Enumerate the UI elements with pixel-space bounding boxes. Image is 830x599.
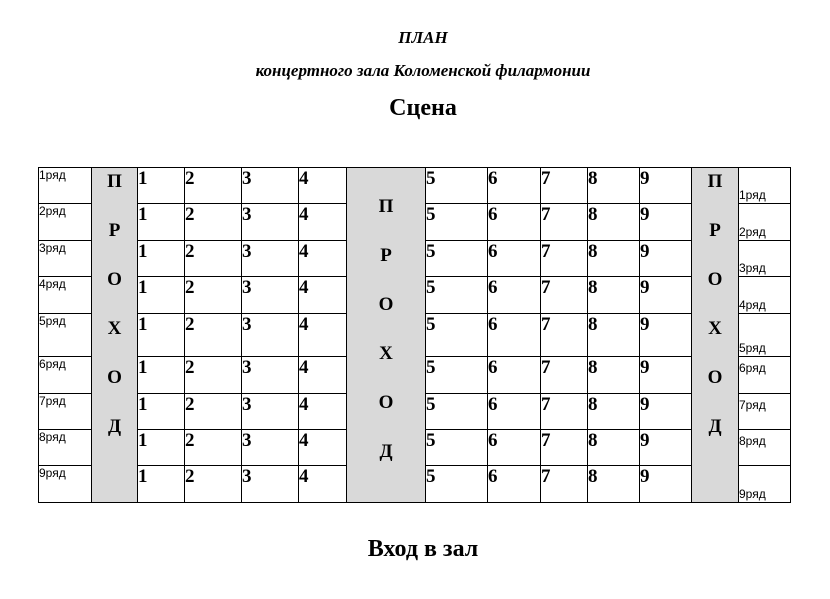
seat: 1 — [138, 357, 185, 394]
seat: 7 — [541, 394, 588, 430]
seat: 2 — [185, 277, 242, 314]
seat: 1 — [138, 430, 185, 466]
seat: 1 — [138, 204, 185, 241]
row-label-right: 6ряд — [739, 357, 791, 394]
aisle-letter: Д — [107, 416, 122, 437]
seat: 3 — [242, 394, 299, 430]
seat: 6 — [488, 314, 541, 357]
seat: 2 — [185, 466, 242, 503]
seat: 6 — [488, 357, 541, 394]
seat: 7 — [541, 466, 588, 503]
row-label-left: 6ряд — [39, 357, 92, 394]
seat: 9 — [640, 314, 692, 357]
seat: 2 — [185, 357, 242, 394]
aisle-letter: Р — [709, 220, 721, 241]
seat: 6 — [488, 466, 541, 503]
seat: 4 — [299, 277, 347, 314]
row-label-left: 1ряд — [39, 168, 92, 204]
seat: 6 — [488, 277, 541, 314]
seat: 4 — [299, 204, 347, 241]
seat: 1 — [138, 314, 185, 357]
row-label-right: 9ряд — [739, 466, 791, 503]
seat: 4 — [299, 314, 347, 357]
seat: 4 — [299, 168, 347, 204]
aisle-letter: Р — [108, 220, 121, 241]
aisle-letter: О — [378, 294, 394, 315]
aisle-letter: О — [378, 392, 394, 413]
seat: 4 — [299, 466, 347, 503]
row-label-right: 5ряд — [739, 314, 791, 357]
seat: 3 — [242, 466, 299, 503]
aisle-letter: Д — [708, 416, 722, 437]
seat: 5 — [426, 357, 488, 394]
seat: 6 — [488, 168, 541, 204]
seat: 1 — [138, 168, 185, 204]
seat: 6 — [488, 241, 541, 277]
aisle-letter: Р — [380, 245, 392, 266]
seat: 9 — [640, 241, 692, 277]
aisle-letter: О — [707, 367, 723, 388]
seat: 5 — [426, 204, 488, 241]
seat: 5 — [426, 430, 488, 466]
seat: 3 — [242, 277, 299, 314]
plan-subtitle: концертного зала Коломенской филармонии — [255, 61, 591, 80]
row-label-right: 1ряд — [739, 168, 791, 204]
seat: 7 — [541, 314, 588, 357]
seat: 9 — [640, 357, 692, 394]
row-label-right: 3ряд — [739, 241, 791, 277]
seat: 6 — [488, 394, 541, 430]
seat: 7 — [541, 357, 588, 394]
row-label-right: 2ряд — [739, 204, 791, 241]
seat: 7 — [541, 430, 588, 466]
seat: 4 — [299, 430, 347, 466]
row-label-left: 3ряд — [39, 241, 92, 277]
aisle-letter: Д — [379, 441, 393, 462]
row-label-left: 7ряд — [39, 394, 92, 430]
aisle-letter: П — [107, 171, 122, 192]
seat: 9 — [640, 277, 692, 314]
seat: 6 — [488, 430, 541, 466]
seat: 3 — [242, 430, 299, 466]
seat: 5 — [426, 168, 488, 204]
seat: 1 — [138, 394, 185, 430]
aisle-letter: П — [378, 196, 394, 217]
row-label-left: 5ряд — [39, 314, 92, 357]
seat: 9 — [640, 394, 692, 430]
seat: 7 — [541, 241, 588, 277]
seat: 5 — [426, 314, 488, 357]
seat: 3 — [242, 357, 299, 394]
seat: 1 — [138, 241, 185, 277]
seat: 3 — [242, 168, 299, 204]
seat: 8 — [588, 204, 640, 241]
seat: 5 — [426, 394, 488, 430]
aisle-letter: О — [707, 269, 723, 290]
seat-row — [39, 168, 791, 204]
seat: 8 — [588, 314, 640, 357]
entrance-label: Вход в зал — [367, 536, 479, 562]
seat: 8 — [588, 466, 640, 503]
row-label-left: 9ряд — [39, 466, 92, 503]
row-label-left: 4ряд — [39, 277, 92, 314]
seat: 2 — [185, 204, 242, 241]
row-label-left: 2ряд — [39, 204, 92, 241]
seat: 2 — [185, 241, 242, 277]
seat: 2 — [185, 168, 242, 204]
seat: 1 — [138, 466, 185, 503]
seat: 9 — [640, 430, 692, 466]
seat: 9 — [640, 466, 692, 503]
row-label-right: 7ряд — [739, 394, 791, 430]
seat: 7 — [541, 204, 588, 241]
aisle-right — [692, 168, 739, 503]
seat: 8 — [588, 357, 640, 394]
seat: 7 — [541, 277, 588, 314]
seat: 8 — [588, 168, 640, 204]
aisle-letter: О — [107, 367, 122, 388]
row-label-left: 8ряд — [39, 430, 92, 466]
aisle-middle — [347, 168, 426, 503]
seat: 8 — [588, 241, 640, 277]
seat: 4 — [299, 394, 347, 430]
seat: 9 — [640, 168, 692, 204]
aisle-letter: Х — [379, 343, 393, 364]
seat: 8 — [588, 394, 640, 430]
seat: 8 — [588, 277, 640, 314]
seat: 2 — [185, 430, 242, 466]
seat: 6 — [488, 204, 541, 241]
seat: 9 — [640, 204, 692, 241]
aisle-left — [92, 168, 138, 503]
seat: 2 — [185, 314, 242, 357]
seat: 3 — [242, 241, 299, 277]
seat: 2 — [185, 394, 242, 430]
seat: 3 — [242, 314, 299, 357]
seat: 1 — [138, 277, 185, 314]
plan-title: ПЛАН — [398, 28, 448, 47]
seat: 4 — [299, 241, 347, 277]
seat: 3 — [242, 204, 299, 241]
aisle-letter: Х — [708, 318, 722, 339]
aisle-letter: Х — [107, 318, 122, 339]
stage-label: Сцена — [389, 95, 457, 121]
aisle-letter: П — [707, 171, 723, 192]
seat: 5 — [426, 466, 488, 503]
seat: 7 — [541, 168, 588, 204]
seat: 5 — [426, 277, 488, 314]
seat: 5 — [426, 241, 488, 277]
seat: 8 — [588, 430, 640, 466]
seating-table — [38, 167, 791, 503]
aisle-letter: О — [107, 269, 122, 290]
seat: 4 — [299, 357, 347, 394]
row-label-right: 8ряд — [739, 430, 791, 466]
row-label-right: 4ряд — [739, 277, 791, 314]
